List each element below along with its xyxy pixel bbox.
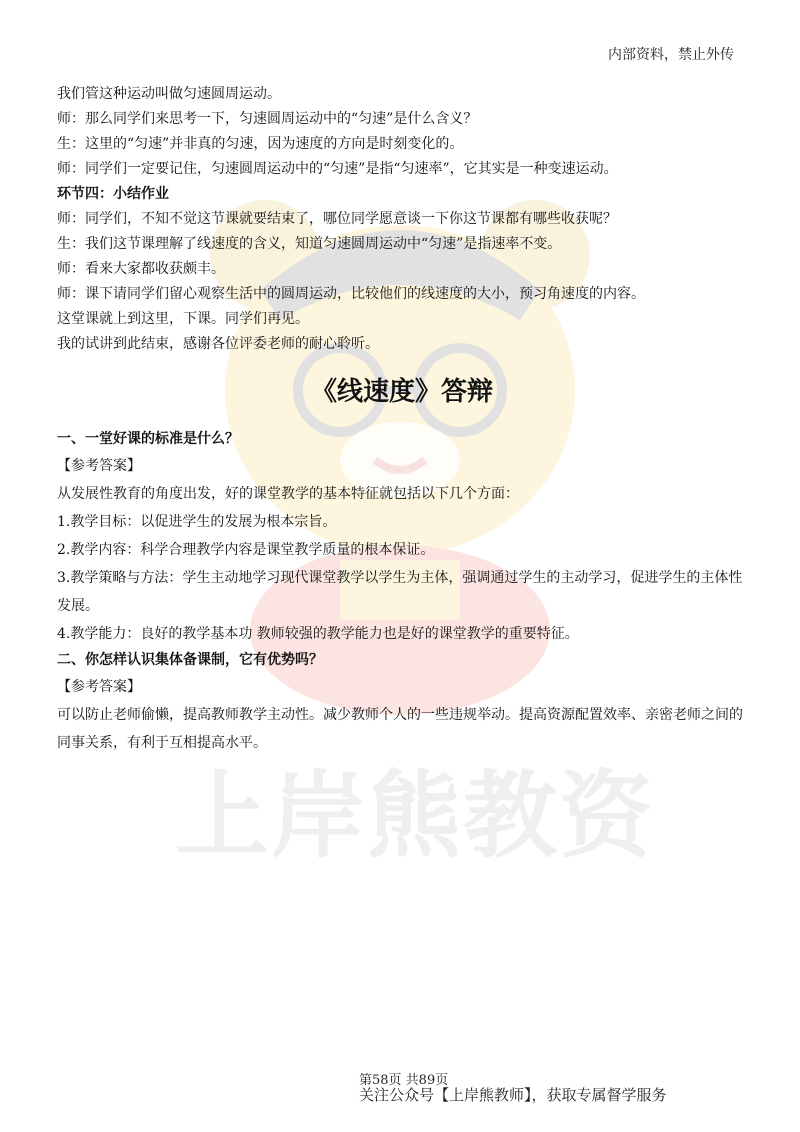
answer-text: 可以防止老师偷懒，提高教师教学主动性。减少教师个人的一些违规举动。提高资源配置效率、亲密老师之间的同事关系，有利于互相提高水平。	[57, 707, 743, 751]
dialogue-line: 生：我们这节课理解了线速度的含义，知道匀速圆周运动中“匀速”是指速率不变。	[57, 236, 562, 252]
dialogue-line: 师：看来大家都收获颇丰。	[57, 261, 225, 277]
document-body	[57, 82, 747, 757]
footer-promo-text: 关注公众号【上岸熊教师】，获取专属督学服务	[359, 1086, 667, 1104]
section-heading-summary: 环节四：小结作业	[57, 186, 169, 202]
defense-title: 《线速度》答辩	[310, 377, 493, 407]
dialogue-line: 我的试讲到此结束，感谢各位评委老师的耐心聆听。	[57, 336, 379, 352]
answer-point: 1.教学目标：以促进学生的发展为根本宗旨。	[57, 514, 337, 530]
answer-point: 3.教学策略与方法：学生主动地学习现代课堂教学以学生为主体，强调通过学生的主动学习，促进学生的主体性发展。	[57, 570, 743, 614]
page-number: 第58页 共89页	[359, 1073, 449, 1088]
dialogue-line: 师：课下请同学们留心观察生活中的圆周运动，比较他们的线速度的大小，预习角速度的内容。	[57, 286, 645, 302]
question-heading: 二、你怎样认识集体备课制，它有优势吗？	[57, 652, 323, 668]
dialogue-line: 这堂课就上到这里，下课。同学们再见。	[57, 311, 309, 327]
dialogue-line: 我们管这种运动叫做匀速圆周运动。	[57, 86, 281, 102]
header-confidential-note: 内部资料，禁止外传	[608, 47, 734, 63]
answer-intro: 从发展性教育的角度出发，好的课堂教学的基本特征就包括以下几个方面：	[57, 486, 519, 502]
question-heading: 一、一堂好课的标准是什么？	[57, 431, 239, 447]
answer-label: 【参考答案】	[57, 458, 141, 474]
answer-point: 4.教学能力：良好的教学基本功 教师较强的教学能力也是好的课堂教学的重要特征。	[57, 626, 579, 642]
dialogue-line: 师：同学们，不知不觉这节课就要结束了，哪位同学愿意谈一下你这节课都有哪些收获呢？	[57, 211, 617, 227]
dialogue-line: 师：那么同学们来思考一下，匀速圆周运动中的“匀速”是什么含义？	[57, 111, 478, 127]
answer-point: 2.教学内容：科学合理教学内容是课堂教学质量的根本保证。	[57, 542, 435, 558]
dialogue-line: 师：同学们一定要记住，匀速圆周运动中的“匀速”是指“匀速率”，它其实是一种变速运动。	[57, 161, 618, 177]
dialogue-line: 生：这里的“匀速”并非真的匀速，因为速度的方向是时刻变化的。	[57, 136, 464, 152]
answer-label: 【参考答案】	[57, 679, 141, 695]
watermark-text: 上岸熊教资	[175, 762, 656, 871]
